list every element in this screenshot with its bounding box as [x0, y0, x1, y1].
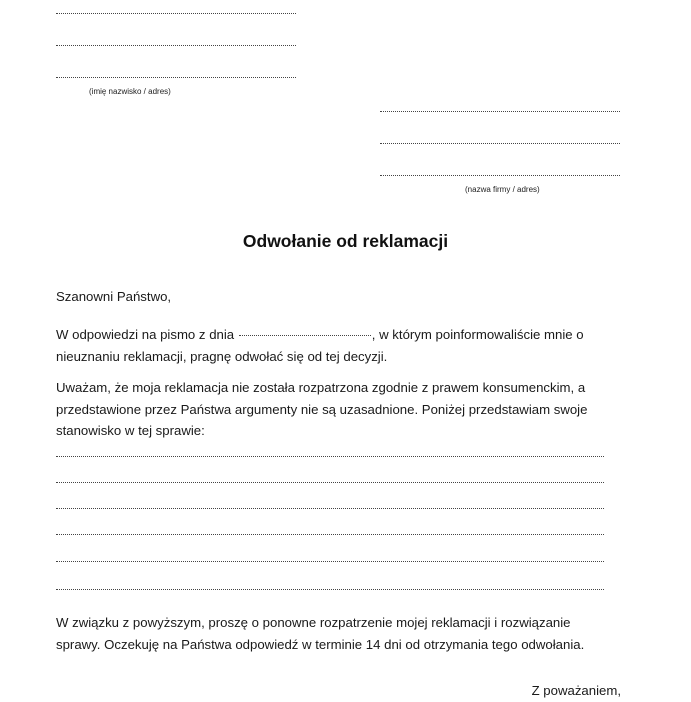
greeting: Szanowni Państwo, — [56, 289, 172, 304]
date-field[interactable] — [239, 335, 371, 336]
paragraph-1-line-2: nieuznaniu reklamacji, pragnę odwołać się od tej decyzji. — [56, 348, 388, 364]
statement-line-4[interactable] — [56, 534, 604, 535]
recipient-caption: (nazwa firmy / adres) — [465, 185, 540, 194]
paragraph-3 — [56, 612, 584, 655]
sender-line-3[interactable] — [56, 77, 296, 78]
paragraph-1-line-1 — [56, 324, 584, 346]
paragraph-2-line-3: stanowisko w tej sprawie: — [56, 423, 205, 438]
recipient-line-1[interactable] — [380, 111, 620, 112]
document-title: Odwołanie od reklamacji — [242, 231, 449, 251]
sender-line-1[interactable] — [56, 13, 296, 14]
paragraph-2-line-2: przedstawione przez Państwa argumenty nie są uzasadnione. Poniżej przedstawiam swoje — [56, 401, 588, 417]
statement-line-6[interactable] — [56, 589, 604, 590]
sender-caption: (imię nazwisko / adres) — [89, 87, 171, 96]
closing: Z poważaniem, — [531, 683, 621, 698]
statement-line-2[interactable] — [56, 482, 604, 483]
paragraph-2 — [56, 377, 587, 442]
paragraph-2-line-1: Uważam, że moja reklamacja nie została rozpatrzona zgodnie z prawem konsumenckim, a — [56, 380, 586, 395]
paragraph-3-line-2: sprawy. Oczekuję na Państwa odpowiedź w terminie 14 dni od otrzymania tego odwołania. — [56, 636, 585, 652]
paragraph-1-after-date: , w którym poinformowaliście mnie o — [371, 327, 584, 342]
paragraph-1-before-date: W odpowiedzi na pismo z dnia — [56, 327, 235, 342]
statement-line-1[interactable] — [56, 456, 604, 457]
paragraph-3-line-1: W związku z powyższym, proszę o ponowne rozpatrzenie mojej reklamacji i rozwiązanie — [56, 615, 571, 630]
paragraph-1 — [56, 324, 584, 367]
recipient-line-3[interactable] — [380, 175, 620, 176]
statement-line-5[interactable] — [56, 561, 604, 562]
statement-line-3[interactable] — [56, 508, 604, 509]
recipient-line-2[interactable] — [380, 143, 620, 144]
sender-line-2[interactable] — [56, 45, 296, 46]
